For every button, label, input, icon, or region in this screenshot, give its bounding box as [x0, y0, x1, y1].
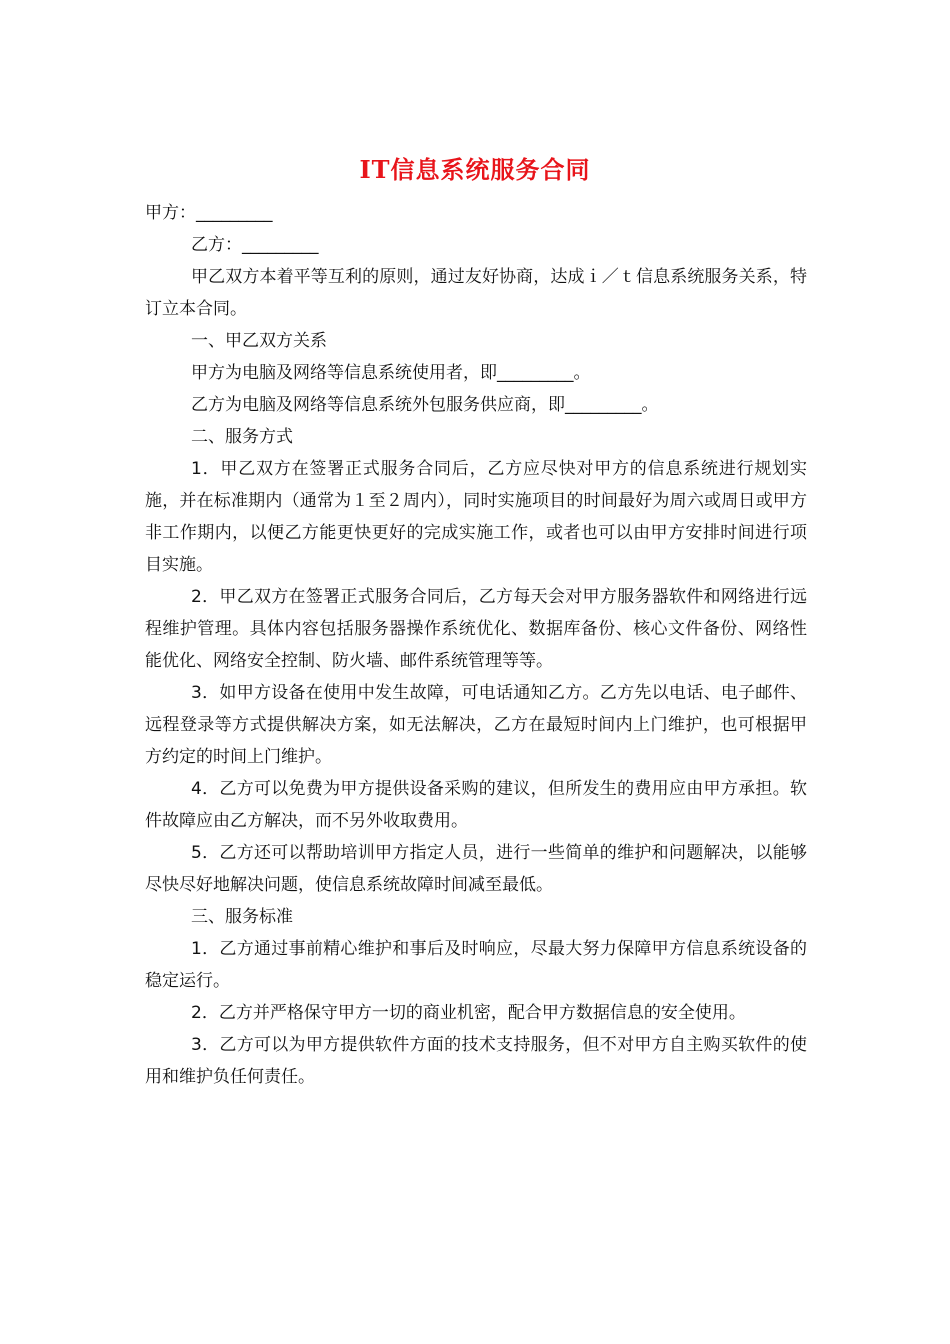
- party-b-line: [145, 229, 807, 261]
- section-heading: 二、服务方式: [191, 427, 293, 447]
- intro-paragraph: 甲乙双方本着平等互利的原则，通过友好协商，达成ｉ／ｔ信息系统服务关系，特订立本合同。: [145, 267, 807, 319]
- paragraph-text: 。: [573, 363, 591, 383]
- service-standard-item: 1．乙方通过事前精心维护和事后及时响应，尽最大努力保障甲方信息系统设备的稳定运行。: [145, 939, 807, 991]
- document-body: [145, 197, 807, 1093]
- relationship-paragraph-b: [145, 389, 807, 421]
- section-heading: 一、甲乙双方关系: [191, 331, 327, 351]
- paragraph-text: 乙方为电脑及网络等信息系统外包服务供应商，即: [191, 395, 565, 415]
- fill-in-blank: _________: [565, 395, 642, 415]
- service-standard-item: 2．乙方并严格保守甲方一切的商业机密，配合甲方数据信息的安全使用。: [191, 1003, 746, 1023]
- paragraph-text: 甲方为电脑及网络等信息系统使用者，即: [191, 363, 497, 383]
- paragraph-text: 。: [641, 395, 659, 415]
- document-title: IT信息系统服务合同: [359, 155, 591, 184]
- fill-in-blank: _________: [497, 363, 574, 383]
- party-a-line: [145, 197, 807, 229]
- party-b-blank: _________: [242, 235, 319, 255]
- party-b-label: 乙方：: [191, 235, 242, 255]
- service-method-item: 1．甲乙双方在签署正式服务合同后，乙方应尽快对甲方的信息系统进行规划实施，并在标准期内（通常为１至２周内），同时实施项目的时间最好为周六或周日或甲方非工作期内，以便乙方能更快更好的完成实施工作，或者也可以由甲方安排时间进行项目实施。: [145, 459, 807, 575]
- party-a-label: 甲方：: [145, 203, 196, 223]
- service-method-item: 2．甲乙双方在签署正式服务合同后，乙方每天会对甲方服务器软件和网络进行远程维护管理。具体内容包括服务器操作系统优化、数据库备份、核心文件备份、网络性能优化、网络安全控制、防火墙、邮件系统管理等等。: [145, 587, 807, 671]
- service-method-item: 5．乙方还可以帮助培训甲方指定人员，进行一些简单的维护和问题解决，以能够尽快尽好地解决问题，使信息系统故障时间减至最低。: [145, 843, 807, 895]
- service-method-item: 3．如甲方设备在使用中发生故障，可电话通知乙方。乙方先以电话、电子邮件、远程登录等方式提供解决方案，如无法解决，乙方在最短时间内上门维护，也可根据甲方约定的时间上门维护。: [145, 683, 807, 767]
- section-heading: 三、服务标准: [191, 907, 293, 927]
- service-standard-item: 3．乙方可以为甲方提供软件方面的技术支持服务，但不对甲方自主购买软件的使用和维护负任何责任。: [145, 1035, 807, 1087]
- service-method-item: 4．乙方可以免费为甲方提供设备采购的建议，但所发生的费用应由甲方承担。软件故障应由乙方解决，而不另外收取费用。: [145, 779, 807, 831]
- party-a-blank: _________: [196, 203, 273, 223]
- relationship-paragraph-a: [145, 357, 807, 389]
